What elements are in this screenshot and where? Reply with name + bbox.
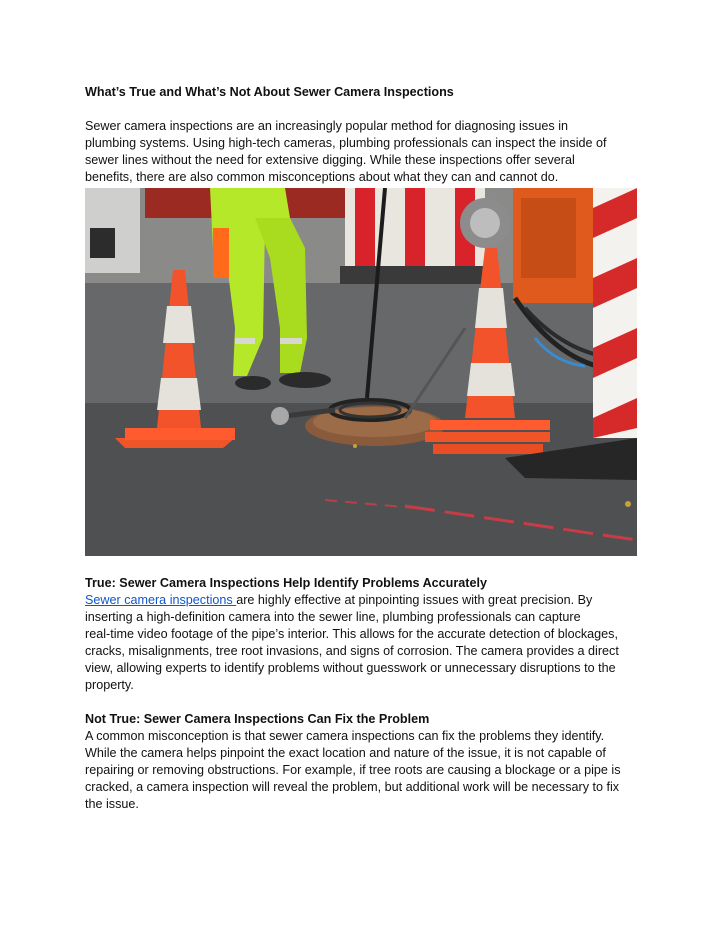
section-1-line-5: view, allowing experts to identify problems without guesswork or unnecessary disruptions to the (85, 661, 616, 675)
section-2-line-5: the issue. (85, 797, 139, 811)
section-1-line-1-rest: are highly effective at pinpointing issues with great precision. By (236, 593, 593, 607)
section-2-line-4: cracked, a camera inspection will reveal the problem, but additional work will be necessary to fix (85, 780, 620, 794)
spacer (85, 101, 645, 118)
spacer (85, 694, 645, 711)
sewer-camera-inspections-link[interactable]: Sewer camera inspections (85, 593, 237, 607)
section-1-line-3: real-time video footage of the pipe’s interior. This allows for the accurate detection of blockages, (85, 627, 618, 641)
intro-line-2: plumbing systems. Using high-tech cameras, plumbing professionals can inspect the inside of (85, 136, 607, 150)
section-1-heading: True: Sewer Camera Inspections Help Identify Problems Accurately (85, 576, 487, 590)
section-2-line-2: While the camera helps pinpoint the exact location and nature of the issue, it is not capable of (85, 746, 606, 760)
section-1-line-1 (85, 592, 645, 609)
document-title: What’s True and What’s Not About Sewer Camera Inspections (85, 85, 454, 99)
intro-line-3: sewer lines without the need for extensive digging. While these inspections offer several (85, 153, 575, 167)
sewer-inspection-photo (85, 188, 637, 556)
spacer (85, 556, 645, 575)
document-content (85, 84, 645, 813)
section-2-line-3: repairing or removing obstructions. For example, if tree roots are causing a blockage or a pipe is (85, 763, 621, 777)
section-1-line-2: inserting a high-definition camera into the sewer line, plumbing professionals can capture (85, 610, 581, 624)
section-1-line-4: cracks, misalignments, tree root invasions, and signs of corrosion. The camera provides a direct (85, 644, 619, 658)
intro-line-1: Sewer camera inspections are an increasingly popular method for diagnosing issues in (85, 119, 569, 133)
intro-line-4: benefits, there are also common misconceptions about what they can and cannot do. (85, 170, 559, 184)
section-2-heading: Not True: Sewer Camera Inspections Can Fix the Problem (85, 712, 430, 726)
section-2-line-1: A common misconception is that sewer camera inspections can fix the problems they identify. (85, 729, 605, 743)
section-1-line-6: property. (85, 678, 134, 692)
